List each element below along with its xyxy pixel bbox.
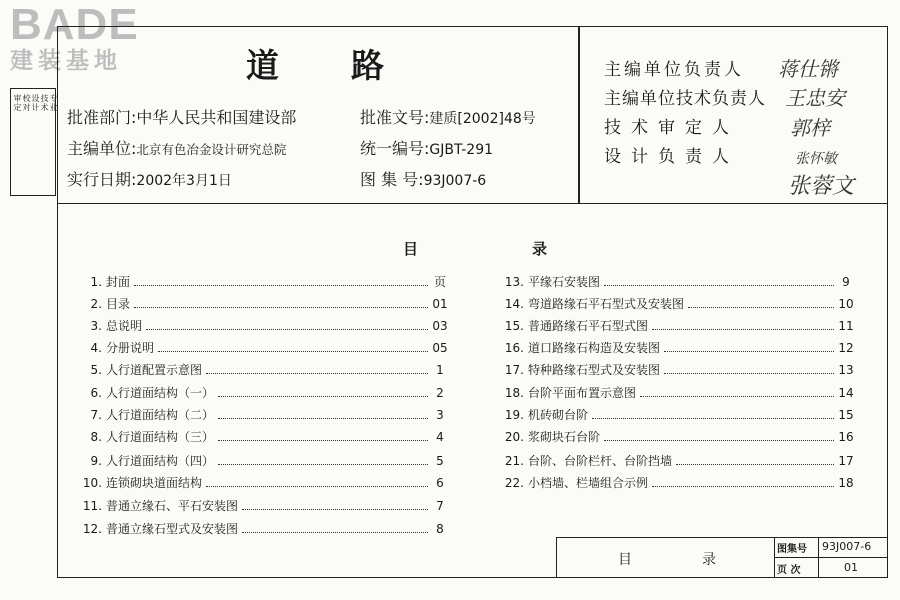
- signature: 张怀敏: [795, 151, 837, 167]
- title-block: [556, 537, 888, 578]
- toc-item[interactable]: 7. 人行道面结构（二） 3: [90, 408, 444, 422]
- responsible-role: 技术审定人: [604, 118, 739, 138]
- signature: 郭梓: [790, 116, 830, 140]
- page-label: 页 次: [777, 565, 801, 576]
- toc-item[interactable]: 3. 总说明 03: [90, 319, 448, 333]
- toc-item[interactable]: 8. 人行道面结构（三） 4: [90, 430, 444, 444]
- signature: 王忠安: [785, 86, 845, 110]
- toc-item[interactable]: 15. 普通路缘石平石型式图 11: [504, 319, 854, 333]
- page-title: 道 路: [246, 46, 386, 85]
- chief-editor: 主编单位:北京有色冶金设计研究总院: [67, 139, 287, 158]
- toc-item[interactable]: 20. 浆砌块石台阶 16: [504, 430, 854, 444]
- toc-item[interactable]: 10. 连锁砌块道面结构 6: [82, 476, 444, 490]
- watermark-logo: BADE: [10, 0, 139, 49]
- toc-item[interactable]: 19. 机砖砌台阶 15: [504, 408, 854, 422]
- toc-item[interactable]: 22. 小档墙、栏墙组合示例 18: [504, 476, 854, 490]
- responsible-role: 设计负责人: [604, 147, 739, 167]
- toc-item[interactable]: 6. 人行道面结构（一） 2: [90, 386, 444, 400]
- toc-item[interactable]: 9. 人行道面结构（四） 5: [90, 454, 444, 468]
- side-strip-cell: 审定: [13, 94, 22, 112]
- header-divider: [578, 26, 580, 204]
- watermark-subtitle: 建装基地: [10, 48, 122, 74]
- responsible-role: 主编单位负责人: [604, 60, 744, 80]
- toc-item[interactable]: 13. 平缘石安装图 9: [504, 275, 850, 289]
- side-strip-cell: 校对: [22, 94, 31, 112]
- approval-doc-no: 批准文号:建质[2002]48号: [360, 108, 536, 127]
- side-strip-cell: 设计: [31, 94, 40, 112]
- effective-date: 实行日期:2002年3月1日: [67, 170, 232, 189]
- title-block-name-b: 录: [702, 552, 716, 568]
- toc-item[interactable]: 17. 特种路缘石型式及安装图 13: [504, 363, 854, 377]
- toc-item[interactable]: 12. 普通立缘石型式及安装图 8: [82, 522, 444, 536]
- page-value: 01: [844, 561, 858, 574]
- toc-item[interactable]: 2. 目录 01: [90, 297, 448, 311]
- approval-dept: 批准部门:中华人民共和国建设部: [67, 108, 297, 127]
- side-strip-cell: 技术: [40, 94, 49, 112]
- toc-title-b: 录: [532, 240, 548, 258]
- responsible-role: 主编单位技术负责人: [604, 89, 766, 109]
- toc-item[interactable]: 14. 弯道路缘石平石型式及安装图 10: [504, 297, 854, 311]
- toc-item[interactable]: 21. 台阶、台阶栏杆、台阶挡墙 17: [504, 454, 854, 468]
- toc-item[interactable]: 11. 普通立缘石、平石安装图 7: [82, 499, 444, 513]
- atlas-no: 图 集 号:93J007-6: [360, 170, 487, 189]
- toc-item[interactable]: 1. 封面 页: [90, 275, 446, 289]
- signature: 蒋仕锵: [778, 57, 838, 81]
- toc-item[interactable]: 4. 分册说明 05: [90, 341, 448, 355]
- signature: 张蓉文: [788, 174, 855, 199]
- side-strip: [10, 88, 56, 196]
- toc-item[interactable]: 18. 台阶平面布置示意图 14: [504, 386, 854, 400]
- atlas-no-value: 93J007-6: [822, 540, 872, 553]
- side-strip-cell: 专业: [49, 94, 58, 112]
- toc-item[interactable]: 16. 道口路缘石构造及安装图 12: [504, 341, 854, 355]
- toc-title-a: 目: [403, 240, 419, 258]
- title-block-name-a: 目: [618, 552, 632, 568]
- atlas-no-label: 图集号: [777, 544, 807, 555]
- toc-item[interactable]: 5. 人行道配置示意图 1: [90, 363, 444, 377]
- unified-code: 统一编号:GJBT-291: [360, 139, 494, 158]
